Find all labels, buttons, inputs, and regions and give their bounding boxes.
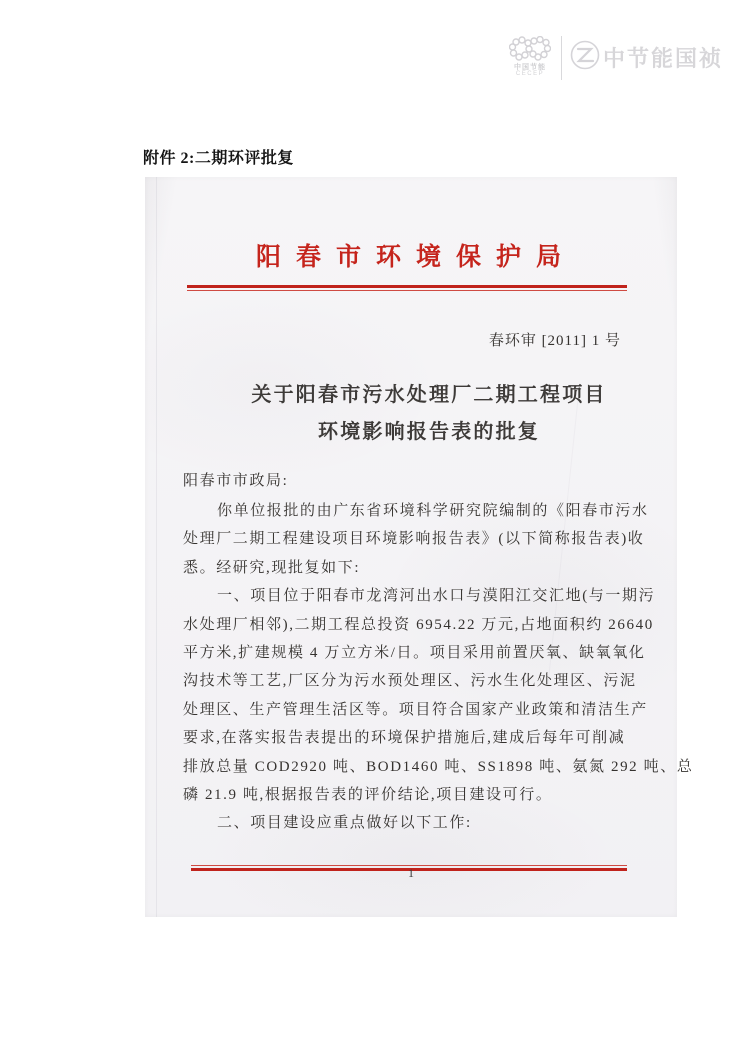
body-line: 沟技术等工艺,厂区分为污水预处理区、污水生化处理区、污泥 [183, 673, 637, 690]
body-line: 水处理厂相邻),二期工程总投资 6954.22 万元,占地面积约 26640 [183, 616, 654, 633]
letterhead-rule [187, 285, 627, 291]
body-line: 磷 21.9 吨,根据报告表的评价结论,项目建设可行。 [183, 787, 553, 804]
body-line: 二、项目建设应重点做好以下工作: [217, 815, 472, 832]
document-body [183, 497, 694, 838]
salutation: 阳春市市政局: [183, 473, 289, 489]
cecep-wordmark: 中节能国祯 [603, 46, 724, 71]
body-line: 排放总量 COD2920 吨、BOD1460 吨、SS1898 吨、氨氮 292 吨、总 [183, 758, 694, 775]
cecep-flower-icon [509, 36, 551, 62]
letterhead-title: 阳春市环境保护局 [255, 244, 576, 271]
cecep-logo [505, 30, 724, 85]
scanned-document [145, 177, 694, 917]
body-line: 处理区、生产管理生活区等。项目符合国家产业政策和清洁生产 [183, 701, 648, 718]
attachment-label: 附件 2:二期环评批复 [143, 150, 294, 167]
cecep-cn-label: 中国节能 [514, 64, 546, 71]
body-line: 你单位报批的由广东省环境科学研究院编制的《阳春市污水 [217, 503, 649, 519]
page-number: 1 [408, 866, 414, 880]
document-number: 春环审 [2011] 1 号 [488, 333, 621, 349]
body-line: 平方米,扩建规模 4 万立方米/日。项目采用前置厌氧、缺氧氧化 [183, 645, 646, 662]
cecep-z-icon [569, 39, 601, 71]
document-title [163, 377, 695, 451]
body-line: 要求,在落实报告表提出的环境保护措施后,建成后每年可削减 [183, 730, 626, 747]
document-title-line2: 环境影响报告表的批复 [318, 421, 540, 443]
paper-crease [156, 177, 157, 917]
logo-divider [561, 36, 562, 80]
document-title-line1: 关于阳春市污水处理厂二期工程项目 [251, 384, 607, 406]
body-line: 处理厂二期工程建设项目环境影响报告表》(以下简称报告表)收 [183, 531, 645, 548]
body-line: 一、项目位于阳春市龙湾河出水口与漠阳江交汇地(与一期污 [217, 588, 656, 605]
body-line: 悉。经研究,现批复如下: [183, 559, 361, 576]
cecep-en-label: CECEP [515, 71, 545, 77]
